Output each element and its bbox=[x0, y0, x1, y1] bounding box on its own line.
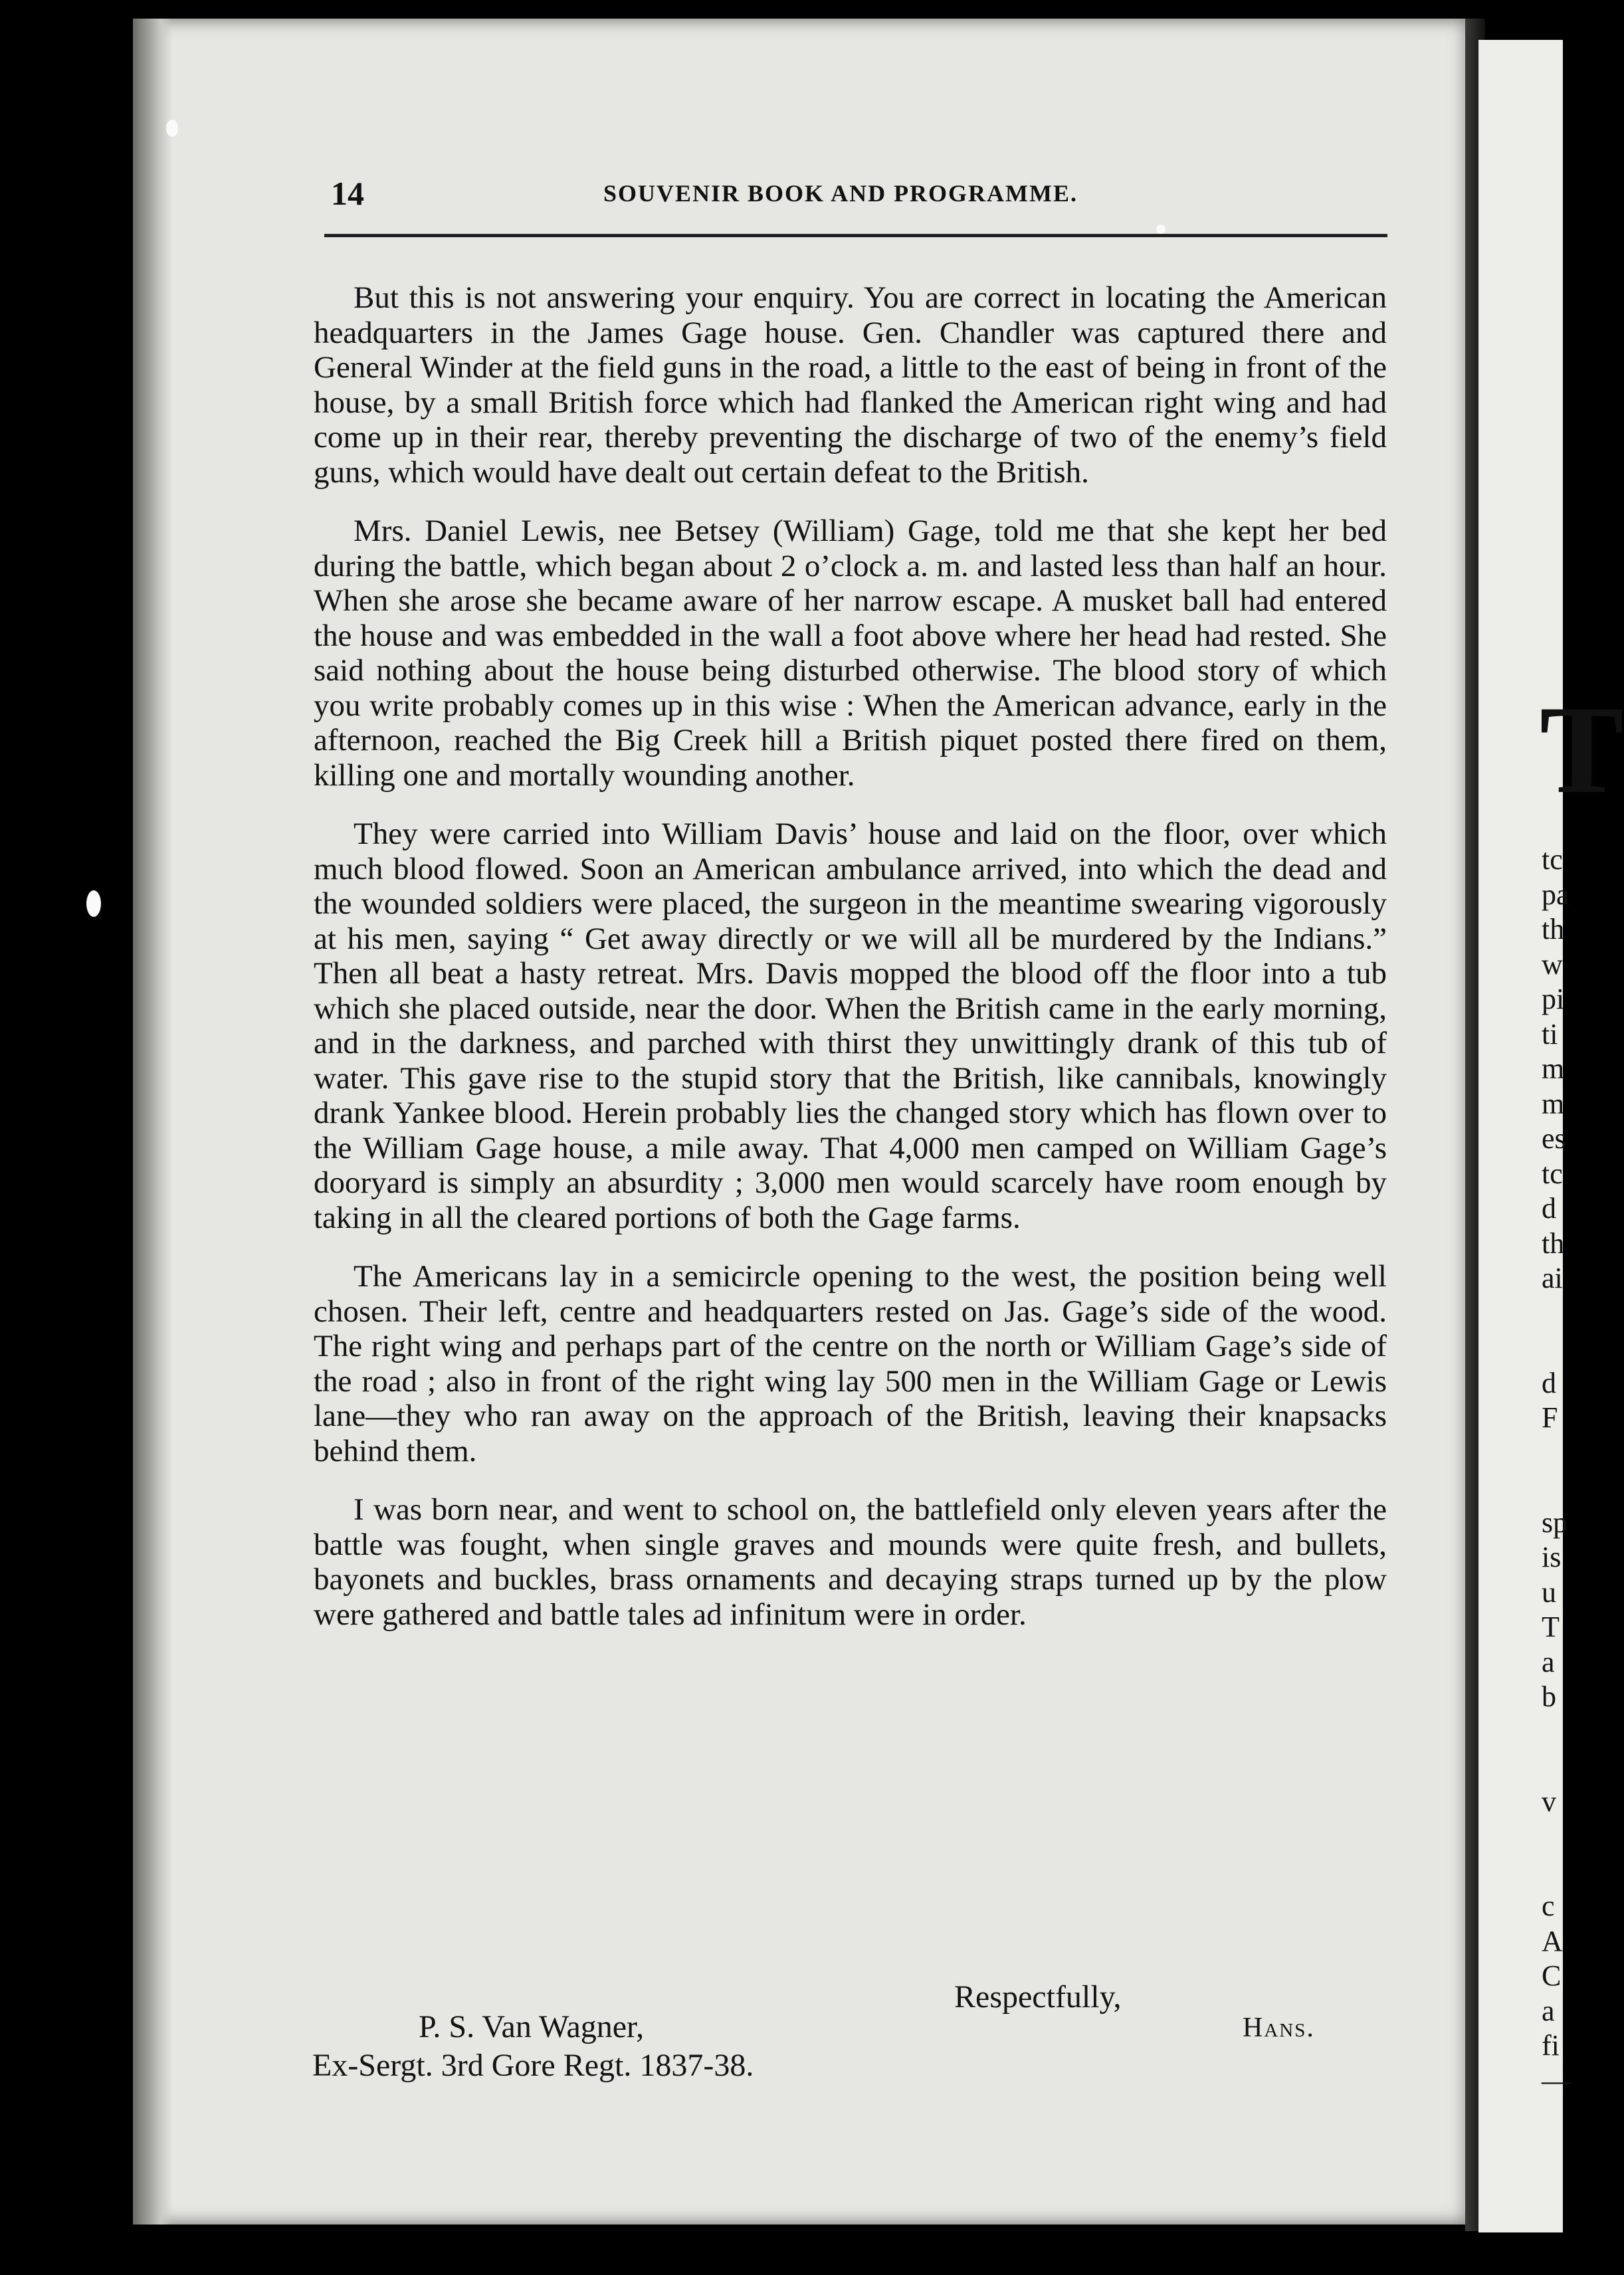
fragment: w bbox=[1542, 947, 1563, 981]
signer-name: P. S. Van Wagner, bbox=[419, 2009, 645, 2044]
fragment bbox=[1542, 1331, 1571, 1366]
fragment bbox=[1542, 1819, 1571, 1854]
page-number: 14 bbox=[331, 175, 364, 212]
facing-page-edge bbox=[1478, 40, 1624, 2232]
fragment: T bbox=[1542, 1611, 1560, 1643]
page-header bbox=[324, 174, 1387, 214]
facing-page-drop-cap: T bbox=[1540, 680, 1624, 820]
signer-title: Ex-Sergt. 3rd Gore Regt. 1837-38. bbox=[312, 2048, 754, 2083]
header-rule bbox=[324, 234, 1387, 237]
fragment: m bbox=[1542, 1087, 1565, 1120]
fragment: u bbox=[1542, 1575, 1556, 1609]
fragment: c bbox=[1542, 1890, 1555, 1922]
paper-speck bbox=[86, 890, 101, 917]
signature-block bbox=[312, 2008, 754, 2085]
fragment: — bbox=[1542, 2064, 1571, 2097]
letter-body bbox=[314, 280, 1387, 1660]
closing-salutation: Respectfully, bbox=[954, 1979, 1122, 2015]
fragment bbox=[1542, 1854, 1571, 1890]
fragment: tc bbox=[1542, 843, 1563, 876]
fragment: a bbox=[1542, 1645, 1555, 1678]
fragment: F bbox=[1542, 1401, 1558, 1434]
fragment: a bbox=[1542, 1994, 1555, 2027]
fragment: is bbox=[1542, 1541, 1562, 1573]
fragment: pi bbox=[1542, 983, 1565, 1015]
paper-speck bbox=[166, 120, 178, 137]
fragment: pa bbox=[1542, 878, 1570, 911]
fragment: A bbox=[1542, 1924, 1563, 1957]
fragment: d bbox=[1542, 1192, 1556, 1225]
fragment: th bbox=[1542, 913, 1565, 945]
fragment bbox=[1542, 1715, 1571, 1750]
paragraph: But this is not answering your enquiry. You are correct in locating the American headquarters in the James Gage house. Gen. Chandler was captured there and General Winder at the field guns in the road, a little to the east of being in front of the house, by a small British force which had flanked the American right wing and had come up in their rear, thereby preventing the discharge of two of the enemy’s field guns, which would have dealt out certain defeat to the British. bbox=[314, 280, 1387, 490]
paragraph: The Americans lay in a semicircle opening to the west, the position being well chosen. Their left, centre and headquarters rested on Jas. Gage’s side of the wood. The right wing and perhaps part of the centre on the north or William Gage’s side of the road ; also in front of the right wing lay 500 men in the William Gage or Lewis lane—they who ran away on the approach of the British, leaving their knapsacks behind them. bbox=[314, 1259, 1387, 1468]
fragment: C bbox=[1542, 1959, 1562, 1992]
fragment: v bbox=[1542, 1785, 1556, 1818]
fragment: fi bbox=[1542, 2029, 1560, 2062]
fragment: es bbox=[1542, 1122, 1566, 1155]
fragment bbox=[1542, 1436, 1571, 1471]
fragment: sp bbox=[1542, 1506, 1568, 1539]
pseudonym: Hans. bbox=[1243, 2013, 1315, 2043]
paragraph: Mrs. Daniel Lewis, nee Betsey (William) Gage, told me that she kept her bed during the battle, which began about 2 o’clock a. m. and lasted less than half an hour. When she arose she became aware of her narrow escape. A musket ball had entered the house and was embedded in the wall a foot above where her head had rested. She said nothing about the house being disturbed otherwise. The blood story of which you write probably comes up in this wise : When the American advance, early in the afternoon, reached the Big Creek hill a British piquet posted there fired on them, killing one and mortally wounding another. bbox=[314, 514, 1387, 793]
running-head: SOUVENIR BOOK AND PROGRAMME. bbox=[603, 180, 1078, 207]
fragment bbox=[1542, 1296, 1571, 1332]
fragment: ti bbox=[1542, 1017, 1558, 1050]
fragment: ai bbox=[1542, 1262, 1563, 1294]
paragraph: I was born near, and went to school on, the battlefield only eleven years after the battle was fought, when single graves and mounds were quite fresh, and bullets, bayonets and buckles, brass ornaments and decaying straps turned up by the plow were gathered and battle tales ad infinitum were in order. bbox=[314, 1492, 1387, 1632]
fragment: tc bbox=[1542, 1157, 1563, 1190]
fragment: d bbox=[1542, 1366, 1556, 1399]
fragment: m bbox=[1542, 1052, 1565, 1085]
paper-speck bbox=[1156, 225, 1166, 234]
page-spine-shadow bbox=[133, 19, 173, 2225]
paragraph: They were carried into William Davis’ house and laid on the floor, over which much blood flowed. Soon an American ambulance arrived, into which the dead and the wounded soldiers were placed, the surgeon in the meantime swearing vigorously at his men, saying “ Get away directly or we will all be murdered by the Indians.” Then all beat a hasty retreat. Mrs. Davis mopped the blood off the floor into a tub which she placed outside, near the door. When the British came in the early morning, and in the darkness, and parched with thirst they unwittingly drank of this tub of water. This gave rise to the stupid story that the British, like cannibals, knowingly drank Yankee blood. Herein probably lies the changed story which has flown over to the William Gage house, a mile away. That 4,000 men camped on William Gage’s dooryard is simply an absurdity ; 3,000 men would scarcely have room enough by taking in all the cleared portions of both the Gage farms. bbox=[314, 817, 1387, 1235]
facing-page-fragments bbox=[1542, 842, 1571, 2098]
fragment: b bbox=[1542, 1680, 1556, 1713]
fragment: th bbox=[1542, 1227, 1565, 1260]
fragment bbox=[1542, 1749, 1571, 1785]
fragment bbox=[1542, 1470, 1571, 1506]
